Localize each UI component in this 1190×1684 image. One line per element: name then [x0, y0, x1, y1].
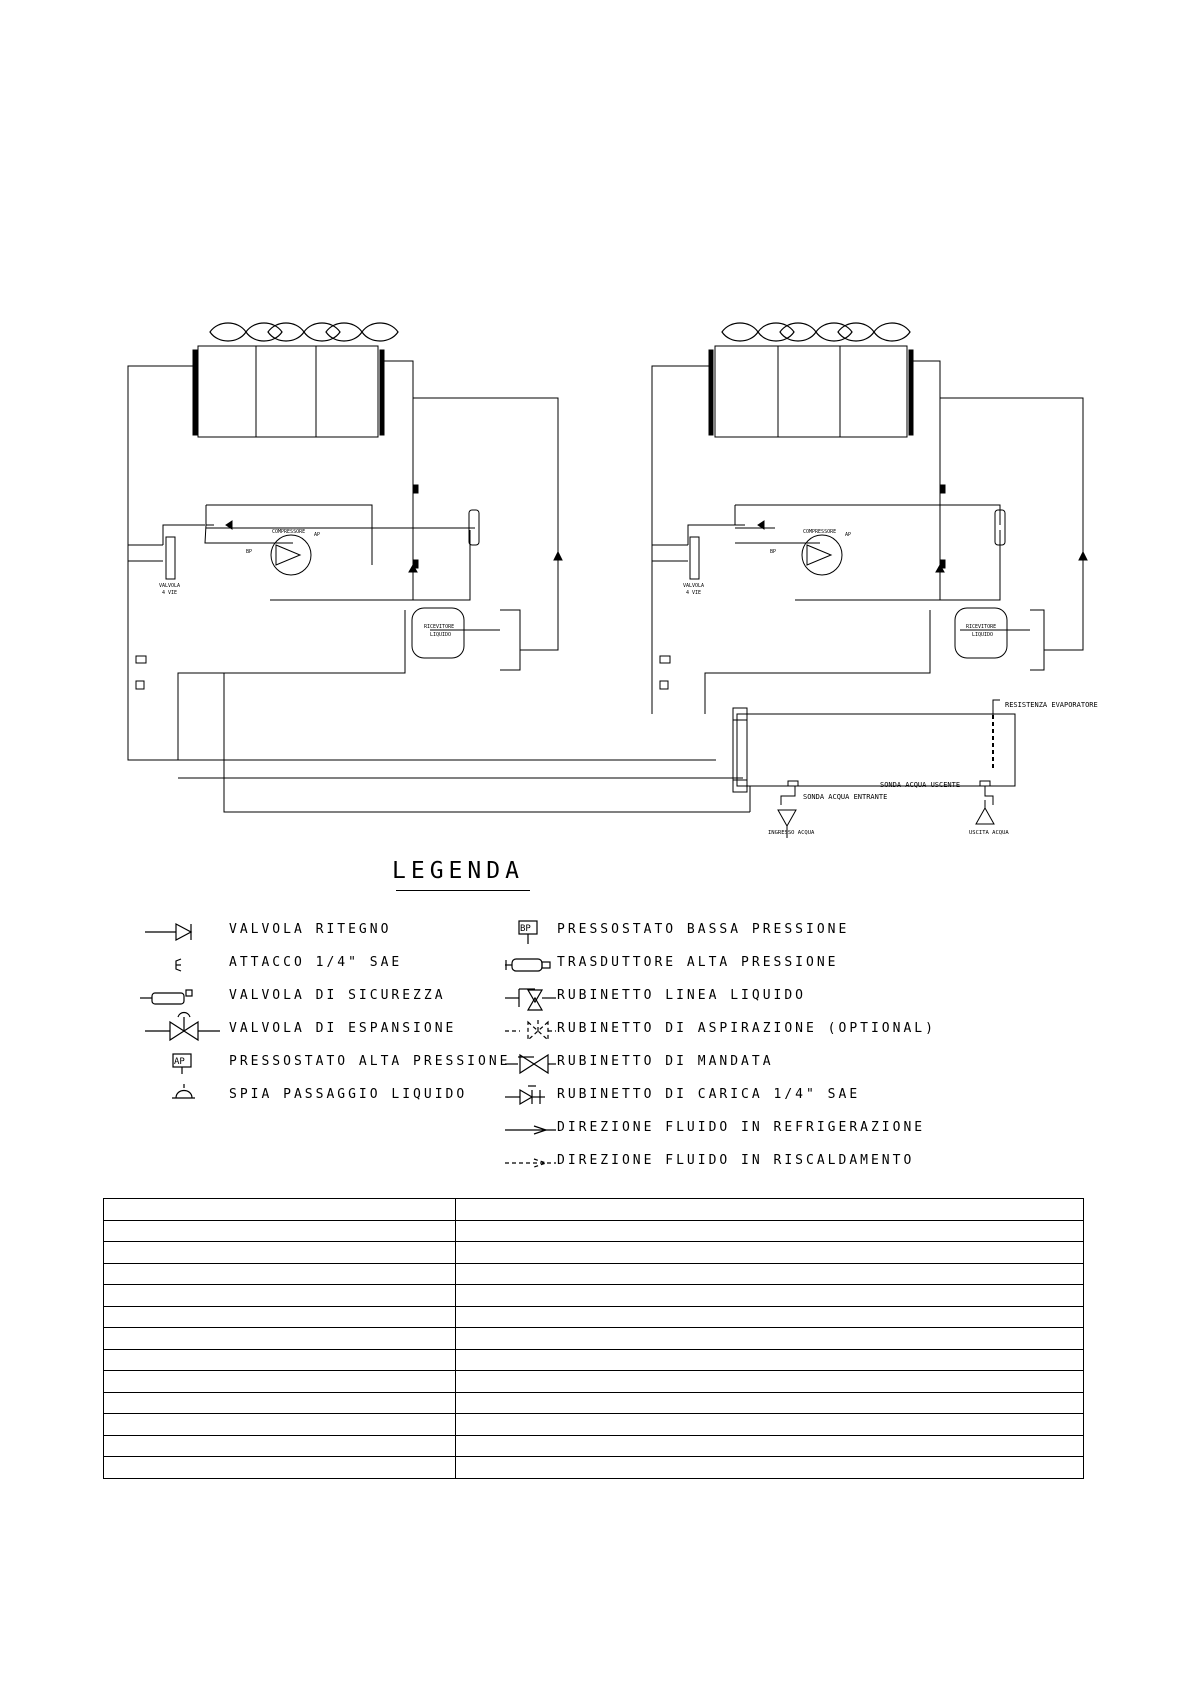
legend-label: VALVOLA DI ESPANSIONE — [229, 1021, 457, 1036]
legend-item-sight-glass — [229, 1087, 467, 1102]
legend-label: VALVOLA RITEGNO — [229, 922, 392, 937]
table-cell-key — [104, 1371, 456, 1393]
circuit-2 — [652, 323, 1087, 714]
table-cell-value — [456, 1435, 1084, 1457]
legend-label: SPIA PASSAGGIO LIQUIDO — [229, 1087, 468, 1102]
table-cell-key — [104, 1392, 456, 1414]
suction-valve-icon — [505, 1018, 556, 1040]
table-cell-key — [104, 1457, 456, 1479]
table-cell-value — [456, 1328, 1084, 1350]
table-cell-key — [104, 1263, 456, 1285]
table-cell-value — [456, 1285, 1084, 1307]
table-row — [104, 1392, 1084, 1414]
table-cell-key — [104, 1435, 456, 1457]
four-way-valve-label-2b: 4 VIE — [686, 590, 702, 596]
table-cell-key — [104, 1306, 456, 1328]
table-cell-value — [456, 1220, 1084, 1242]
table-row — [104, 1242, 1084, 1264]
safety-valve-icon — [140, 990, 192, 1004]
check-valve-icon — [145, 924, 191, 940]
table-cell-value — [456, 1242, 1084, 1264]
table-cell-value — [456, 1306, 1084, 1328]
circuit-1 — [128, 323, 743, 812]
water-inlet-label: INGRESSO ACQUA — [768, 830, 815, 836]
legend-title-underline — [396, 890, 530, 891]
table-cell-key — [104, 1285, 456, 1307]
table-cell-key — [104, 1242, 456, 1264]
liquid-line-valve-icon — [505, 989, 556, 1010]
charge-valve-icon — [505, 1086, 545, 1104]
legend-item-discharge-valve — [557, 1054, 774, 1069]
table-cell-key — [104, 1220, 456, 1242]
compressor-label-1: COMPRESSORE — [272, 529, 306, 535]
components — [660, 485, 1087, 689]
cooling-flow-arrow-icon — [505, 1126, 556, 1134]
heater-label: RESISTENZA EVAPORATORE — [1005, 701, 1098, 709]
sae-fitting-icon — [176, 959, 181, 971]
table-row — [104, 1220, 1084, 1242]
table-cell-value — [456, 1457, 1084, 1479]
legend-item-cooling-flow — [557, 1120, 925, 1135]
receiver-label-2b: LIQUIDO — [972, 632, 994, 638]
receiver-label-1a: RICEVITORE — [424, 624, 455, 630]
table-row — [104, 1414, 1084, 1436]
four-way-valve-label-2a: VALVOLA — [683, 583, 705, 589]
legend-item-high-pressure-switch — [229, 1054, 511, 1069]
four-way-valve-label-1a: VALVOLA — [159, 583, 181, 589]
legend-item-expansion-valve — [229, 1021, 456, 1036]
legend-label: DIREZIONE FLUIDO IN RISCALDAMENTO — [557, 1153, 915, 1168]
bp-tag-2: BP — [770, 549, 777, 555]
legend-item-pressure-transducer — [557, 955, 839, 970]
table-row — [104, 1457, 1084, 1479]
table-cell-value — [456, 1371, 1084, 1393]
water-outlet-label: USCITA ACQUA — [969, 830, 1009, 836]
legend-label: PRESSOSTATO BASSA PRESSIONE — [557, 922, 850, 937]
table-row — [104, 1349, 1084, 1371]
table-row — [104, 1263, 1084, 1285]
legend-label: PRESSOSTATO ALTA PRESSIONE — [229, 1054, 511, 1069]
piping — [652, 361, 1083, 714]
four-way-valve-label-1b: 4 VIE — [162, 590, 178, 596]
heating-flow-arrow-icon — [505, 1159, 556, 1167]
table-cell-key — [104, 1349, 456, 1371]
legend-item-heating-flow — [557, 1153, 914, 1168]
receiver-label-2a: RICEVITORE — [966, 624, 997, 630]
ap-icon-tag: AP — [174, 1057, 185, 1067]
legend-item-sae-fitting — [229, 955, 402, 970]
table-row — [104, 1328, 1084, 1350]
spec-table-body — [104, 1199, 1084, 1479]
bp-icon-tag: BP — [520, 924, 531, 934]
table-cell-value — [456, 1263, 1084, 1285]
legend-item-charge-valve — [557, 1087, 860, 1102]
table-row — [104, 1199, 1084, 1221]
bp-tag-1: BP — [246, 549, 253, 555]
table-cell-value — [456, 1392, 1084, 1414]
pressure-transducer-icon — [505, 959, 550, 971]
discharge-valve-icon — [505, 1055, 556, 1073]
legend-label: RUBINETTO DI CARICA 1/4" SAE — [557, 1087, 861, 1102]
condenser-coil — [709, 346, 913, 437]
compressor-label-2: COMPRESSORE — [803, 529, 837, 535]
table-cell-key — [104, 1328, 456, 1350]
legend-label: ATTACCO 1/4" SAE — [229, 955, 403, 970]
table-row — [104, 1306, 1084, 1328]
table-cell-value — [456, 1349, 1084, 1371]
condenser-fans — [210, 323, 398, 341]
legend-item-suction-valve — [557, 1021, 936, 1036]
table-row — [104, 1285, 1084, 1307]
legend-label: VALVOLA DI SICUREZZA — [229, 988, 446, 1003]
receiver-label-1b: LIQUIDO — [430, 632, 452, 638]
condenser-coil — [193, 346, 384, 437]
inlet-probe-label: SONDA ACQUA ENTRANTE — [803, 793, 888, 801]
table-cell-key — [104, 1199, 456, 1221]
legend-item-liquid-line-valve — [557, 988, 806, 1003]
table-cell-value — [456, 1414, 1084, 1436]
table-cell-value — [456, 1199, 1084, 1221]
evaporator — [733, 700, 1015, 838]
table-cell-key — [104, 1414, 456, 1436]
legend-item-check-valve — [229, 922, 391, 937]
expansion-valve-icon — [145, 1013, 220, 1041]
legend-label: RUBINETTO DI MANDATA — [557, 1054, 774, 1069]
piping — [128, 361, 743, 812]
legend-label: DIREZIONE FLUIDO IN REFRIGERAZIONE — [557, 1120, 926, 1135]
condenser-fans — [722, 323, 910, 341]
spec-table — [103, 1198, 1084, 1479]
sight-glass-icon — [172, 1084, 195, 1098]
legend-title: LEGENDA — [392, 858, 524, 884]
table-row — [104, 1435, 1084, 1457]
legend-label: RUBINETTO LINEA LIQUIDO — [557, 988, 807, 1003]
ap-tag-2: AP — [845, 532, 852, 538]
legend-item-safety-valve — [229, 988, 446, 1003]
legend-label: RUBINETTO DI ASPIRAZIONE (OPTIONAL) — [557, 1021, 936, 1036]
table-row — [104, 1371, 1084, 1393]
legend-label: TRASDUTTORE ALTA PRESSIONE — [557, 955, 839, 970]
components — [136, 485, 562, 689]
outlet-probe-label: SONDA ACQUA USCENTE — [880, 781, 961, 789]
ap-tag-1: AP — [314, 532, 321, 538]
legend-item-low-pressure-switch — [557, 922, 849, 937]
